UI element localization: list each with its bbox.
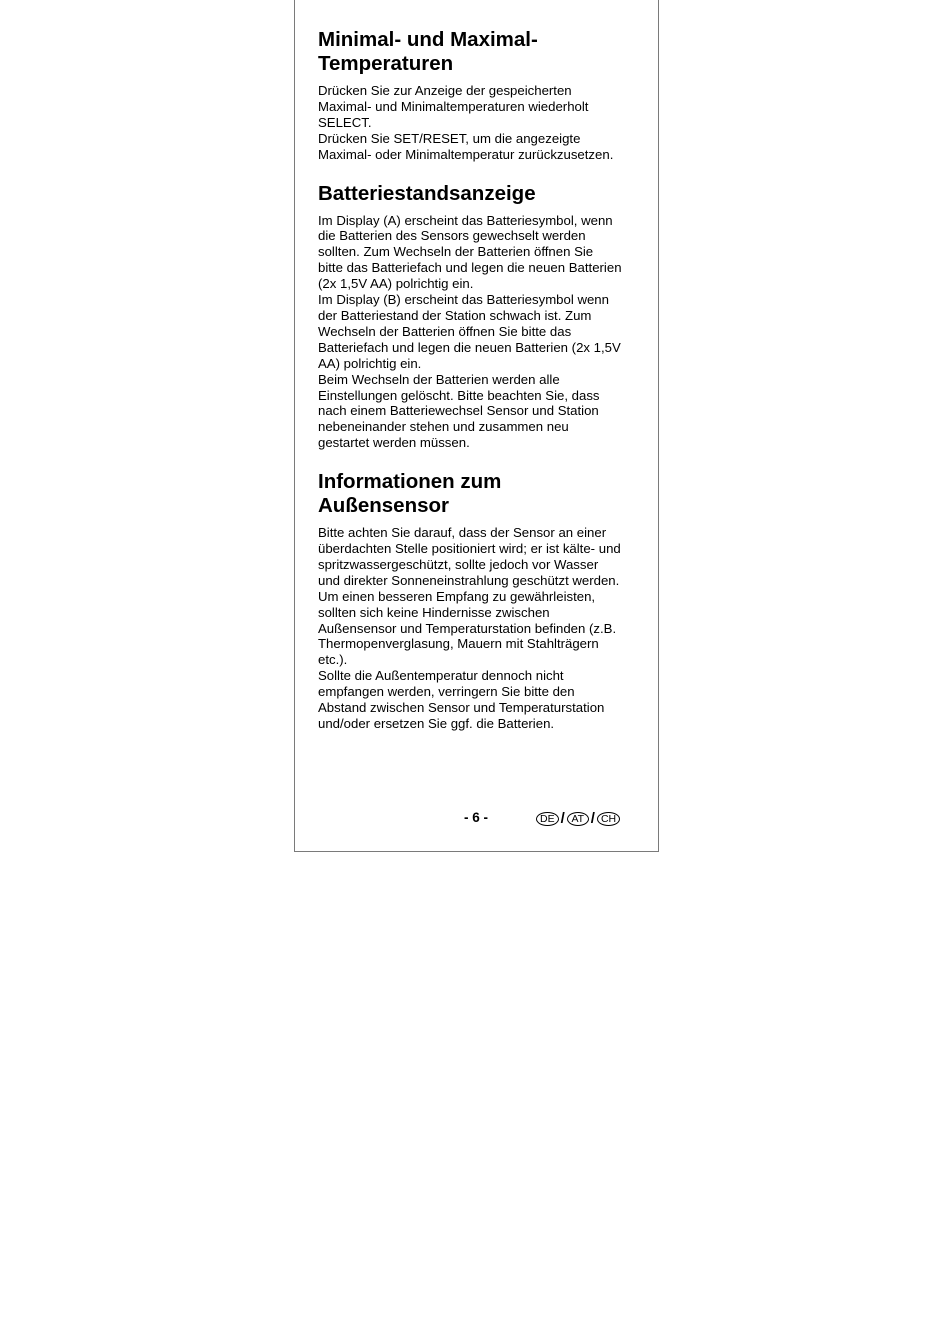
page-number: - 6 - [464, 810, 489, 825]
section-heading: Minimal- und Maximal- Temperaturen [318, 28, 538, 75]
section-outdoor-sensor-info [318, 470, 648, 732]
section-body: Bitte achten Sie darauf, dass der Sensor an einer überdachten Stelle positioniert wird; er ist kälte- und spritzwassergeschützt, sollte jedoch vor Wasser und direkter Sonneneinstrahlung geschützt werden. Um einen besseren Empfang zu gewährleisten, sollten sich keine Hindernisse zwischen Außensensor und Temperaturstation befinden (z.B. Thermopenverglasung, Mauern mit Stahlträgern etc.). Sollte die Außentemperatur dennoch nicht empfangen werden, verringern Sie bitte den Abstand zwischen Sensor und Temperaturstation und/oder ersetzen Sie ggf. die Batterien. [318, 525, 621, 731]
section-body: Im Display (A) erscheint das Batteriesymbol, wenn die Batterien des Sensors gewechselt werden sollten. Zum Wechseln der Batterien öffnen Sie bitte das Batteriefach und legen die neuen Batterien (2x 1,5V AA) polrichtig ein. Im Display (B) erscheint das Batteriesymbol wenn der Batteriestand der Station schwach ist. Zum Wechseln der Batterien öffnen Sie bitte das Batteriefach und legen die neuen Batterien (2x 1,5V AA) polrichtig ein. Beim Wechseln der Batterien werden alle Einstellungen gelöscht. Bitte beachten Sie, dass nach einem Batteriewechsel Sensor und Station nebeneinander stehen und zusammen neu gestartet werden müssen. [318, 212, 622, 451]
section-min-max-temperatures [318, 28, 648, 163]
section-heading: Batteriestandsanzeige [318, 181, 536, 205]
country-separator: / [560, 810, 565, 827]
section-battery-indicator [318, 182, 648, 452]
country-separator: / [590, 810, 595, 827]
page-content [318, 28, 648, 732]
section-body: Drücken Sie zur Anzeige der gespeicherten Maximal- und Minimaltemperaturen wiederholt SELECT. Drücken Sie SET/RESET, um die angezeigte Maximal- oder Minimaltemperatur zurückzusetzen. [318, 83, 614, 162]
section-heading: Informationen zum Außensensor [318, 470, 502, 518]
page-footer [0, 809, 950, 831]
country-badge-de: DE [536, 812, 559, 826]
country-badge-at: AT [567, 812, 589, 826]
country-codes [536, 812, 620, 826]
country-badge-ch: CH [597, 812, 620, 826]
